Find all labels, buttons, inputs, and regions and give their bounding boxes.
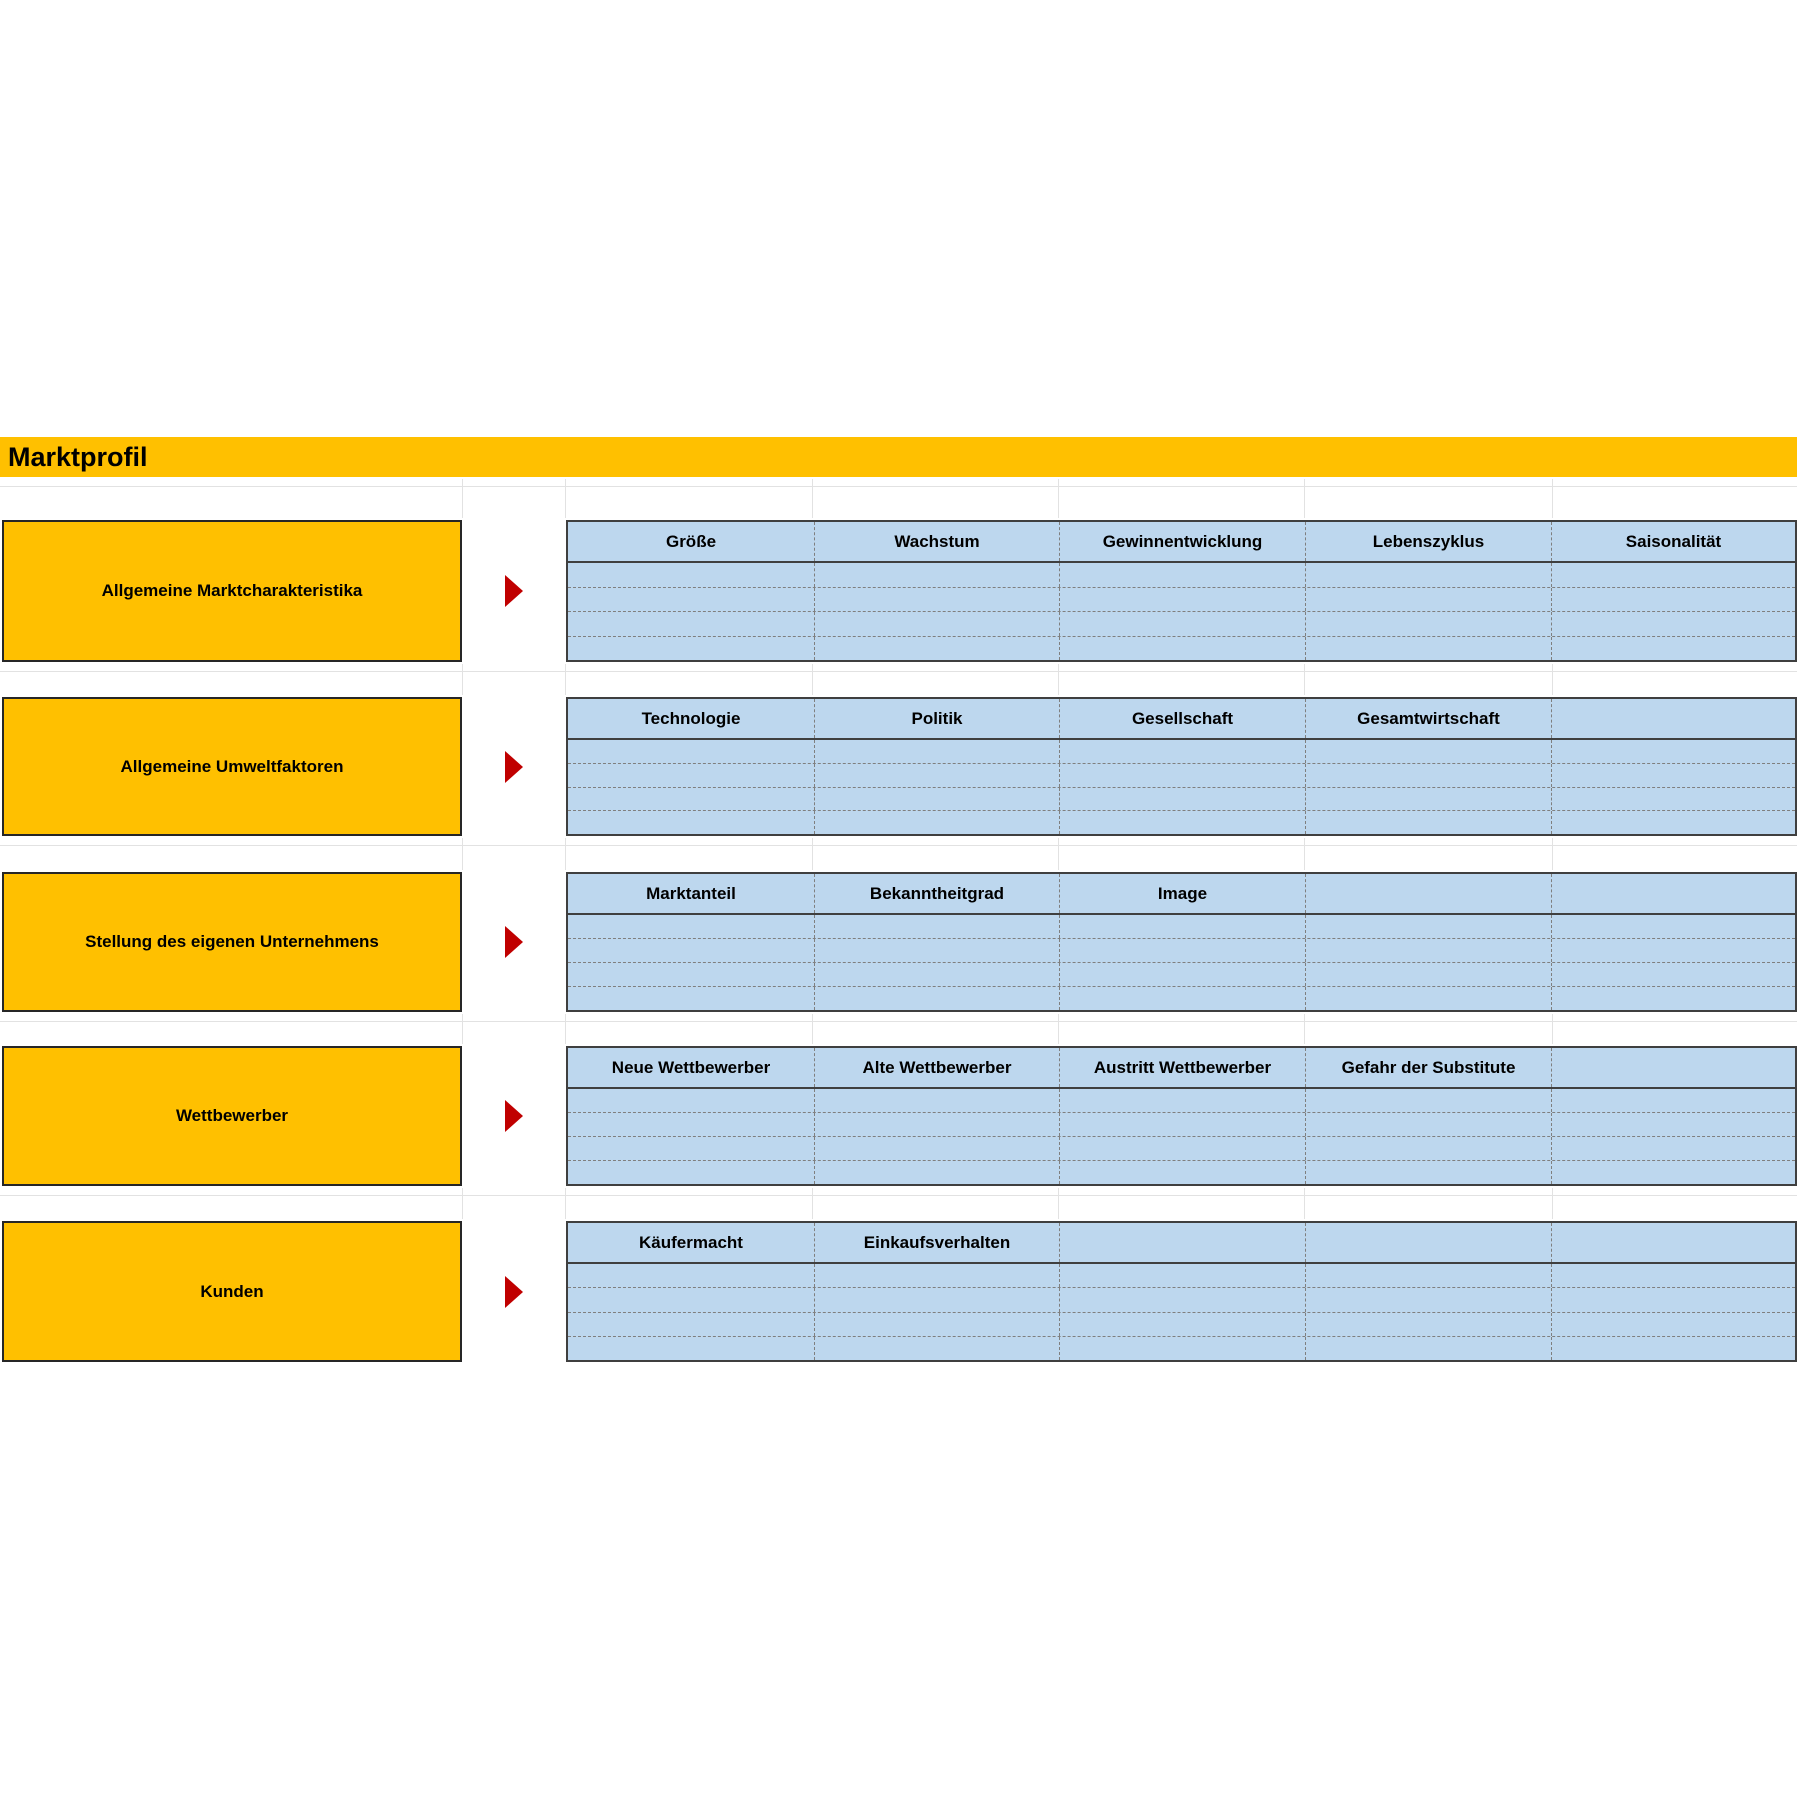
table-cell[interactable]: [1059, 764, 1305, 787]
table-cell[interactable]: [814, 1288, 1059, 1311]
table-header-cell: Marktanteil: [646, 883, 736, 903]
table-row: [568, 1336, 1795, 1360]
section-label: Allgemeine Umweltfaktoren: [120, 756, 344, 776]
gridline: [1304, 1014, 1305, 1044]
table-header-cell: [1059, 1223, 1305, 1262]
gridline: [812, 838, 813, 870]
table-header-cell: [1305, 874, 1551, 913]
table-cell[interactable]: [1305, 740, 1551, 763]
table-cell[interactable]: [1551, 1288, 1795, 1311]
table-cell[interactable]: [814, 563, 1059, 587]
table-cell[interactable]: [814, 1089, 1059, 1112]
table-cell[interactable]: [814, 939, 1059, 962]
table-header-cell: Gefahr der Substitute: [1305, 1048, 1551, 1087]
table-cell[interactable]: [1059, 1264, 1305, 1287]
arrow-cell: [462, 1046, 566, 1186]
gridline: [0, 671, 1797, 672]
table-header-cell: Politik: [814, 699, 1059, 738]
table-row: [568, 986, 1795, 1010]
table-header-row: [568, 522, 1795, 563]
table-cell[interactable]: [1059, 740, 1305, 763]
table-row: [568, 1089, 1795, 1112]
page-title-bar: [0, 437, 1797, 477]
table-cell[interactable]: [1551, 1137, 1795, 1160]
arrow-right-icon: [505, 575, 523, 607]
table-cell[interactable]: [568, 612, 814, 636]
table-cell[interactable]: [1305, 1288, 1551, 1311]
section-row: [0, 872, 1797, 1012]
table-cell[interactable]: [568, 811, 814, 834]
table-header-row: [568, 1048, 1795, 1089]
table-cell[interactable]: [1305, 1313, 1551, 1336]
table-cell[interactable]: [1305, 963, 1551, 986]
table-cell[interactable]: [1551, 1264, 1795, 1287]
table-header-cell: Käufermacht: [639, 1232, 743, 1252]
table-cell[interactable]: [568, 740, 814, 763]
gridline: [1304, 838, 1305, 870]
gridline: [0, 845, 1797, 846]
gridline: [462, 479, 463, 518]
table-row: [568, 1160, 1795, 1184]
section-label-box: [2, 872, 462, 1012]
table-cell[interactable]: [1551, 588, 1795, 612]
section-label-box: [2, 1046, 462, 1186]
table-cell[interactable]: [814, 915, 1059, 938]
gridline: [1058, 838, 1059, 870]
table-cell[interactable]: [814, 1137, 1059, 1160]
table-cell[interactable]: [1059, 915, 1305, 938]
table-cell[interactable]: [568, 1089, 814, 1112]
table-cell[interactable]: [1305, 1089, 1551, 1112]
table-cell[interactable]: [814, 1337, 1059, 1360]
table-cell[interactable]: [1059, 588, 1305, 612]
table-row: [568, 1264, 1795, 1287]
table-cell[interactable]: [1551, 637, 1795, 661]
gridline: [462, 1188, 463, 1219]
table-header-cell: Neue Wettbewerber: [611, 1057, 771, 1077]
table-cell[interactable]: [1305, 1113, 1551, 1136]
table-cell[interactable]: [1059, 1113, 1305, 1136]
table-cell[interactable]: [568, 915, 814, 938]
section-label-box: [2, 1221, 462, 1362]
table-header-cell: Einkaufsverhalten: [814, 1223, 1059, 1262]
arrow-cell: [462, 697, 566, 836]
table-row: [568, 1136, 1795, 1160]
table-cell[interactable]: [568, 939, 814, 962]
gridline: [1058, 664, 1059, 695]
table-header-cell: Gewinnentwicklung: [1059, 522, 1305, 561]
table-cell[interactable]: [1059, 811, 1305, 834]
table-header-cell: Image: [1059, 874, 1305, 913]
table-cell[interactable]: [568, 1113, 814, 1136]
table-cell[interactable]: [1305, 764, 1551, 787]
table-cell[interactable]: [1059, 1313, 1305, 1336]
gridline: [565, 838, 566, 870]
table-cell[interactable]: [568, 1313, 814, 1336]
section-label: Kunden: [200, 1281, 264, 1301]
section-table: [566, 1221, 1797, 1362]
section-table: [566, 697, 1797, 836]
table-header-cell: Lebenszyklus: [1305, 522, 1551, 561]
section-row: [0, 1221, 1797, 1362]
arrow-right-icon: [505, 1100, 523, 1132]
table-header-cell: Gesellschaft: [1059, 699, 1305, 738]
table-cell[interactable]: [1305, 811, 1551, 834]
table-cell[interactable]: [1551, 963, 1795, 986]
table-cell[interactable]: [568, 1288, 814, 1311]
table-cell[interactable]: [568, 987, 814, 1010]
gridline: [1552, 664, 1553, 695]
table-cell[interactable]: [1059, 963, 1305, 986]
table-header-cell: Gesamtwirtschaft: [1305, 699, 1551, 738]
table-cell[interactable]: [1551, 811, 1795, 834]
table-cell[interactable]: [814, 788, 1059, 811]
table-cell[interactable]: [1551, 788, 1795, 811]
gridline: [0, 1195, 1797, 1196]
table-cell[interactable]: [1305, 1337, 1551, 1360]
page-title: Marktprofil: [8, 441, 148, 472]
gridline: [1058, 1188, 1059, 1219]
table-cell[interactable]: [1305, 939, 1551, 962]
table-header-row: [568, 1223, 1795, 1264]
table-cell[interactable]: [1305, 563, 1551, 587]
gridline: [462, 664, 463, 695]
table-header-cell: [1305, 1223, 1551, 1262]
table-cell[interactable]: [1551, 1161, 1795, 1184]
table-cell[interactable]: [1059, 563, 1305, 587]
gridline: [565, 664, 566, 695]
table-header-cell: [1551, 874, 1795, 913]
table-cell[interactable]: [568, 963, 814, 986]
table-row: [568, 740, 1795, 763]
table-header-row: [568, 874, 1795, 915]
table-cell[interactable]: [1551, 1113, 1795, 1136]
table-cell[interactable]: [1059, 939, 1305, 962]
section-row: [0, 1046, 1797, 1186]
gridline: [1552, 1188, 1553, 1219]
section-table: [566, 872, 1797, 1012]
table-cell[interactable]: [1059, 1137, 1305, 1160]
table-cell[interactable]: [568, 1161, 814, 1184]
table-cell[interactable]: [814, 637, 1059, 661]
table-cell[interactable]: [568, 1137, 814, 1160]
section-label-box: [2, 520, 462, 662]
table-cell[interactable]: [814, 764, 1059, 787]
table-cell[interactable]: [1059, 612, 1305, 636]
gridline: [1304, 479, 1305, 518]
table-row: [568, 962, 1795, 986]
table-row: [568, 810, 1795, 834]
table-cell[interactable]: [1305, 1137, 1551, 1160]
table-header-cell: Alte Wettbewerber: [814, 1048, 1059, 1087]
arrow-cell: [462, 1221, 566, 1362]
table-row: [568, 938, 1795, 962]
table-cell[interactable]: [1305, 1161, 1551, 1184]
gridline: [1058, 479, 1059, 518]
gridline: [0, 486, 1797, 487]
table-cell[interactable]: [568, 563, 814, 587]
table-cell[interactable]: [1551, 1313, 1795, 1336]
table-cell[interactable]: [814, 1264, 1059, 1287]
table-cell[interactable]: [814, 612, 1059, 636]
section-table: [566, 1046, 1797, 1186]
section-label: Wettbewerber: [175, 1106, 289, 1126]
arrow-right-icon: [505, 1276, 523, 1308]
section-row: [0, 697, 1797, 836]
table-cell[interactable]: [568, 637, 814, 661]
section-row: [0, 520, 1797, 662]
table-cell[interactable]: [1305, 987, 1551, 1010]
table-cell[interactable]: [1305, 612, 1551, 636]
table-header-cell: [1551, 699, 1795, 738]
table-row: [568, 611, 1795, 636]
table-cell[interactable]: [1551, 764, 1795, 787]
gridline: [812, 1188, 813, 1219]
table-row: [568, 587, 1795, 612]
table-cell[interactable]: [1551, 1337, 1795, 1360]
table-header-cell: Größe: [665, 531, 717, 551]
table-header-cell: Wachstum: [814, 522, 1059, 561]
section-label: Stellung des eigenen Unternehmens: [85, 932, 379, 952]
table-cell[interactable]: [814, 1313, 1059, 1336]
table-row: [568, 763, 1795, 787]
table-cell[interactable]: [814, 588, 1059, 612]
gridline: [462, 1014, 463, 1044]
table-row: [568, 787, 1795, 811]
table-cell[interactable]: [814, 1161, 1059, 1184]
table-cell[interactable]: [814, 1113, 1059, 1136]
arrow-cell: [462, 520, 566, 662]
table-cell[interactable]: [568, 588, 814, 612]
table-cell[interactable]: [1551, 939, 1795, 962]
gridline: [1304, 664, 1305, 695]
gridline: [1552, 479, 1553, 518]
table-cell[interactable]: [1305, 788, 1551, 811]
table-cell[interactable]: [814, 963, 1059, 986]
table-cell[interactable]: [1551, 563, 1795, 587]
section-table: [566, 520, 1797, 662]
table-cell[interactable]: [568, 788, 814, 811]
table-cell[interactable]: [814, 740, 1059, 763]
table-header-cell: Austritt Wettbewerber: [1059, 1048, 1305, 1087]
table-cell[interactable]: [1551, 612, 1795, 636]
table-cell[interactable]: [568, 1337, 814, 1360]
table-header-row: [568, 699, 1795, 740]
table-cell[interactable]: [568, 1264, 814, 1287]
table-cell[interactable]: [1059, 788, 1305, 811]
gridline: [812, 1014, 813, 1044]
table-cell[interactable]: [1551, 987, 1795, 1010]
arrow-cell: [462, 872, 566, 1012]
table-header-cell: Bekanntheitgrad: [814, 874, 1059, 913]
gridline: [1552, 838, 1553, 870]
table-header-cell: Saisonalität: [1551, 522, 1795, 561]
table-cell[interactable]: [1059, 1337, 1305, 1360]
table-header-cell: Technologie: [641, 708, 741, 728]
gridline: [462, 838, 463, 870]
section-label-box: [2, 697, 462, 836]
table-cell[interactable]: [1305, 637, 1551, 661]
table-cell[interactable]: [814, 987, 1059, 1010]
table-cell[interactable]: [1551, 740, 1795, 763]
table-header-cell: [1551, 1223, 1795, 1262]
table-row: [568, 563, 1795, 587]
arrow-right-icon: [505, 926, 523, 958]
table-cell[interactable]: [568, 764, 814, 787]
gridline: [0, 1021, 1797, 1022]
gridline: [565, 1188, 566, 1219]
table-cell[interactable]: [1305, 1264, 1551, 1287]
table-row: [568, 1312, 1795, 1336]
table-cell[interactable]: [1059, 1288, 1305, 1311]
gridline: [565, 479, 566, 518]
gridline: [1058, 1014, 1059, 1044]
table-row: [568, 1112, 1795, 1136]
table-row: [568, 915, 1795, 938]
table-cell[interactable]: [1059, 987, 1305, 1010]
table-cell[interactable]: [1059, 637, 1305, 661]
table-cell[interactable]: [1059, 1161, 1305, 1184]
gridline: [565, 1014, 566, 1044]
table-cell[interactable]: [1551, 1089, 1795, 1112]
table-cell[interactable]: [1305, 588, 1551, 612]
gridline: [1552, 1014, 1553, 1044]
section-label: Allgemeine Marktcharakteristika: [101, 581, 363, 601]
gridline: [812, 664, 813, 695]
gridline: [812, 479, 813, 518]
gridline: [1304, 1188, 1305, 1219]
table-row: [568, 636, 1795, 661]
table-cell[interactable]: [1551, 915, 1795, 938]
table-cell[interactable]: [1305, 915, 1551, 938]
arrow-right-icon: [505, 751, 523, 783]
table-cell[interactable]: [1059, 1089, 1305, 1112]
table-row: [568, 1287, 1795, 1311]
table-cell[interactable]: [814, 811, 1059, 834]
table-header-cell: [1551, 1048, 1795, 1087]
